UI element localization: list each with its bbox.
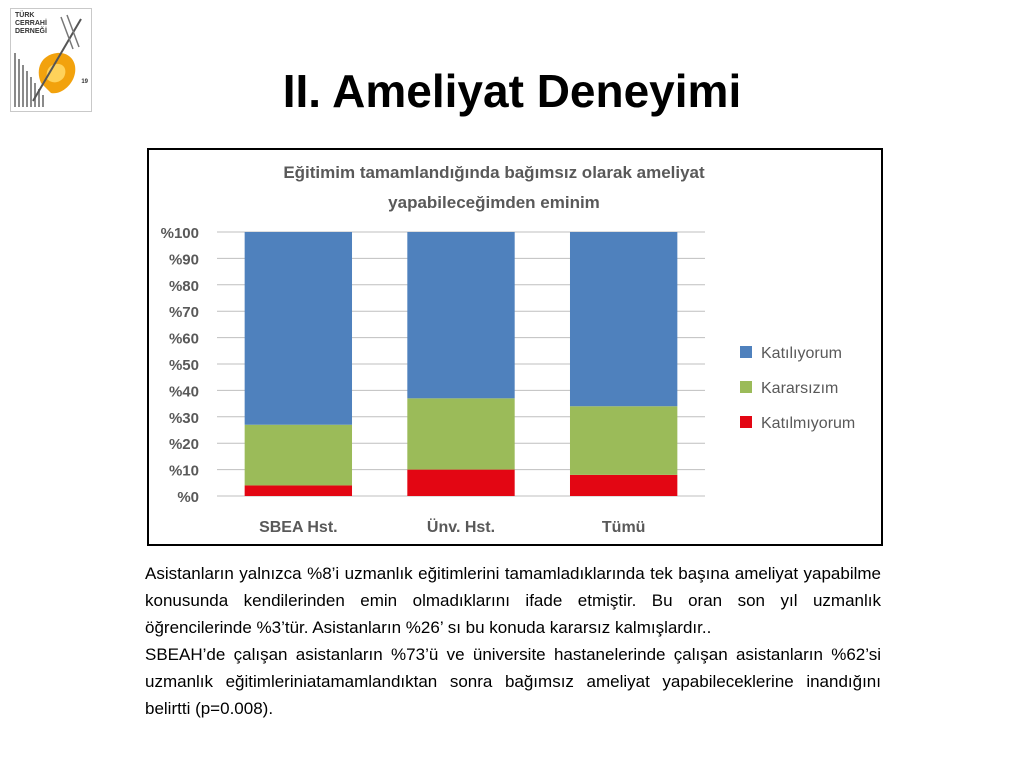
y-tick-label: %10: [168, 462, 199, 480]
legend-swatch: [740, 381, 752, 393]
legend-label: Katılmıyorum: [761, 415, 856, 432]
bar-segment: [245, 485, 352, 496]
x-category-label: Tümü: [601, 519, 646, 536]
bar-segment: [407, 232, 514, 398]
page-title: II. Ameliyat Deneyimi: [282, 65, 742, 117]
bar-segment: [570, 232, 677, 406]
body-text: [145, 560, 881, 722]
legend-swatch: [740, 346, 752, 358]
logo-line: DERNEĞİ: [15, 28, 47, 35]
bar-segment: [245, 232, 352, 425]
paragraph: Asistanların yalnızca %8’i uzmanlık eğitimlerini tamamladıklarında tek başına ameliyat yapabilme konusunda kendilerinden emin olmadıklarını ifade etmiştir. Bu oran son yıl uzmanlık öğrencilerinde %3’tür. Asistanların %26’ sı bu konuda kararsız kalmışlardır..: [145, 564, 881, 637]
logo-line: TÜRK: [15, 12, 35, 19]
stacked-bar-chart: [149, 150, 881, 544]
paragraph: SBEAH’de çalışan asistanların %73’ü ve üniversite hastanelerinde çalışan asistanların %62’si uzmanlık eğitimleriniatamamlandıktan sonra bağımsız ameliyat yapabileceklerine inandığını belirtti (p=0.008).: [145, 645, 881, 718]
bar-segment: [570, 475, 677, 496]
y-tick-label: %60: [168, 330, 199, 348]
y-tick-label: %30: [168, 409, 199, 427]
y-tick-label: %90: [168, 251, 199, 269]
chart-title-line: yapabileceğimden eminim: [388, 193, 600, 212]
y-tick-label: %50: [168, 357, 199, 374]
y-tick-label: %70: [168, 304, 199, 322]
bar-segment: [407, 470, 514, 496]
bar-segment: [245, 425, 352, 486]
bar-segment: [407, 398, 514, 469]
logo-line: CERRAHİ: [15, 20, 47, 27]
chart-title-line: Eğitimim tamamlandığında bağımsız olarak ameliyat: [283, 163, 705, 182]
x-category-label: Ünv. Hst.: [426, 519, 496, 536]
bar-segment: [570, 406, 677, 475]
y-tick-label: %100: [160, 225, 199, 242]
y-tick-label: %80: [168, 277, 199, 295]
legend-label: Kararsızım: [761, 380, 839, 397]
logo-number: 19: [81, 79, 88, 85]
y-tick-label: %0: [177, 489, 199, 506]
x-category-label: SBEA Hst.: [259, 519, 338, 536]
legend-swatch: [740, 416, 752, 428]
chart-frame: [147, 148, 883, 546]
legend-label: Katılıyorum: [761, 345, 842, 362]
y-tick-label: %40: [168, 383, 199, 401]
y-tick-label: %20: [168, 436, 199, 454]
